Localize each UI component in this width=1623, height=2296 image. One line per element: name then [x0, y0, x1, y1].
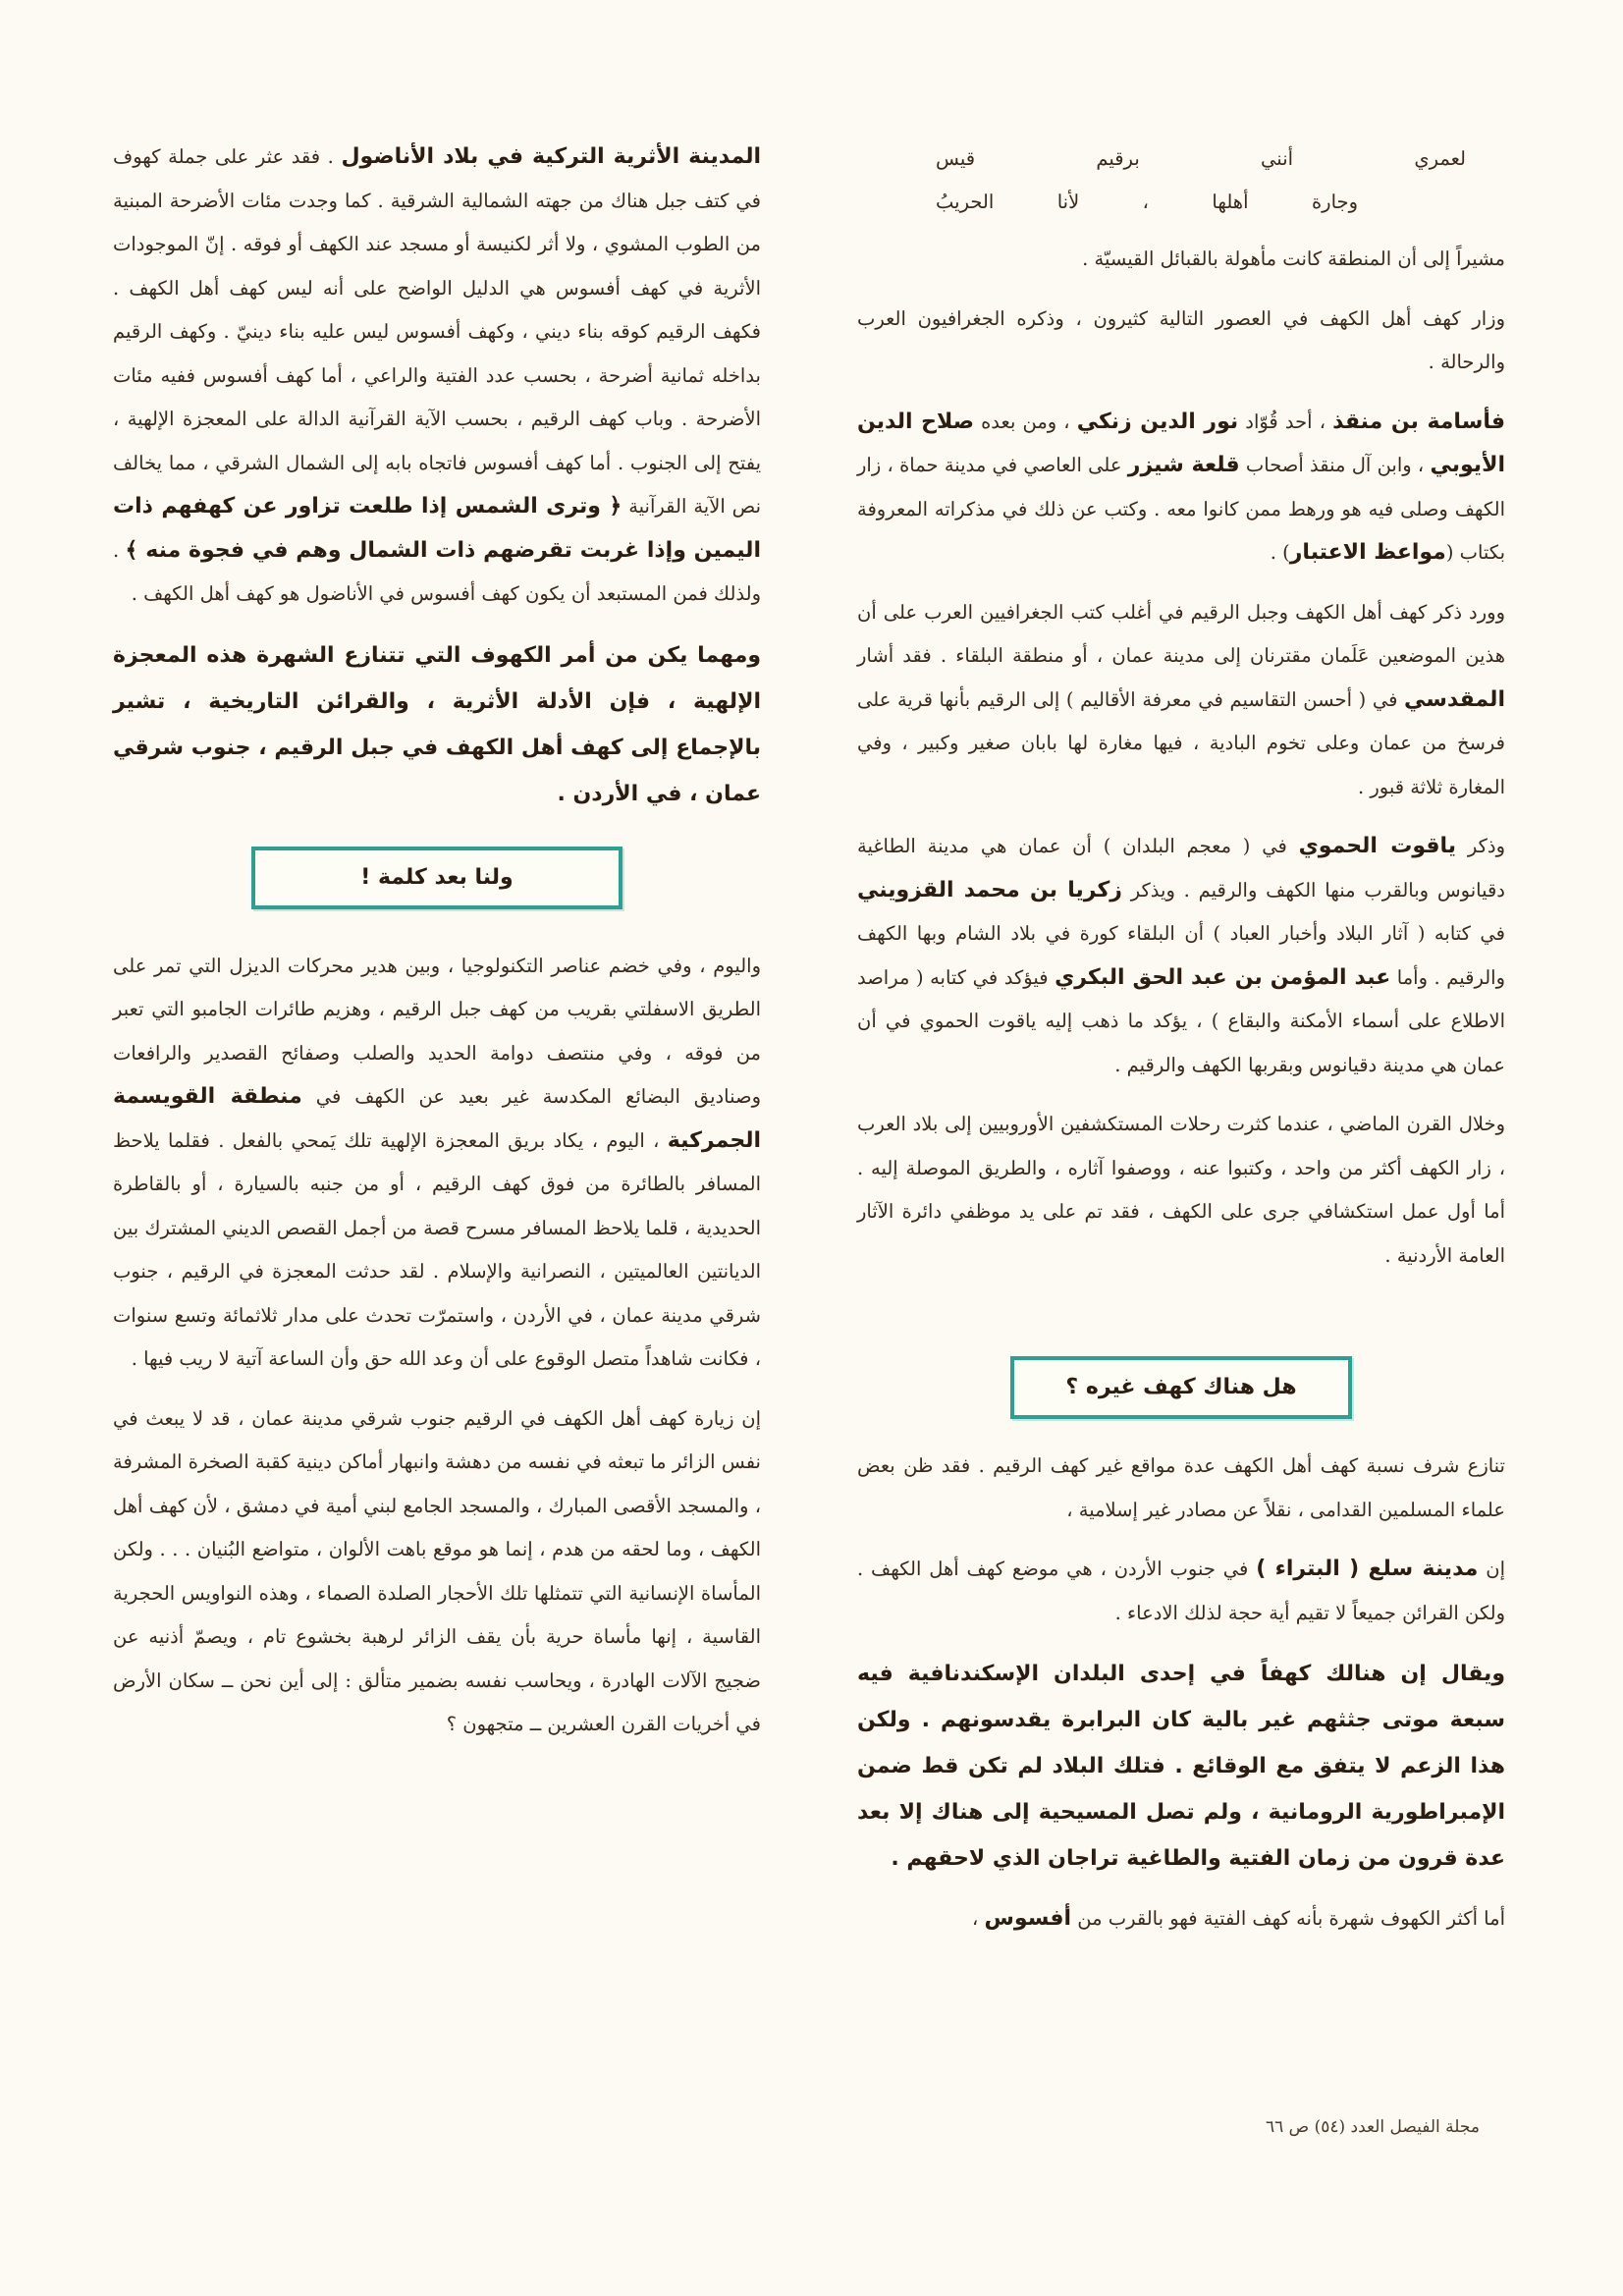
- paragraph: أما أكثر الكهوف شهرة بأنه كهف الفتية فهو بالقرب من أفسوس ،: [972, 1906, 1505, 1931]
- bold-paragraph: ويقال إن هنالك كهفاً في إحدى البلدان الإسكندنافية فيه سبعة موتى جثثهم غير بالية كان البرابرة يقدسونهم . ولكن هذا الزعم لا يتفق مع الوقائع . فتلك البلاد لم تكن قط ضمن الإمبراطورية الرومانية ، ولم تصل المسيحية إلى هناك إلا بعد عدة قرون من زمان الفتية والطاغية تراجان الذي لاحقهم .: [857, 1662, 1505, 1871]
- highlight-name: المدينة الأثرية التركية في بلاد الأناضول: [341, 144, 761, 169]
- section-heading-box: ولنا بعد كلمة !: [251, 847, 622, 909]
- highlight-name: فأسامة بن منقذ: [1332, 409, 1505, 434]
- highlight-name: أفسوس: [984, 1906, 1072, 1931]
- poem-line-1: لعمري أنني برقيم قيس: [936, 147, 1466, 170]
- highlight-name: نور الدين زنكي: [1076, 409, 1239, 434]
- poem-verse: [857, 137, 1505, 224]
- paragraph: وورد ذكر كهف أهل الكهف وجبل الرقيم في أغلب كتب الجغرافيين العرب على أن هذين الموضعين عَلَمان مقترنان إلى مدينة عمان ، أو منطقة البلقاء . فقد أشار المقدسي في ( أحسن التقاسيم في معرفة الأقاليم ) إلى الرقيم بأنها قرية على فرسخ من عمان وعلى تخوم البادية ، فيها مغارة لها بابان صغير وكبير ، وفي المغارة ثلاثة قبور .: [857, 600, 1505, 798]
- highlight-name: قلعة شيزر: [1127, 453, 1240, 477]
- quran-verse: ﴿ وترى الشمس إذا طلعت تزاور عن كهفهم ذات اليمين وإذا غربت تقرضهم ذات الشمال وهم في فجوة منه ﴾: [113, 494, 761, 563]
- highlight-name: صلاح الدين الأيوبي: [857, 409, 1505, 477]
- highlight-name: ياقوت الحموي: [1298, 834, 1457, 858]
- right-column: [857, 137, 1505, 1957]
- section-heading-box: هل هناك كهف غيره ؟: [1010, 1356, 1352, 1419]
- highlight-name: المقدسي: [1404, 686, 1505, 712]
- paragraph: وزار كهف أهل الكهف في العصور التالية كثيرون ، وذكره الجغرافيون العرب والرحالة .: [857, 306, 1505, 373]
- bold-paragraph: ومهما يكن من أمر الكهوف التي تتنازع الشهرة هذه المعجزة الإلهية ، فإن الأدلة الأثرية ، والقرائن التاريخية ، تشير بالإجماع إلى كهف أهل الكهف في جبل الرقيم ، جنوب شرقي عمان ، في الأردن .: [113, 642, 761, 806]
- highlight-name: عبد المؤمن بن عبد الحق البكري: [1055, 964, 1391, 990]
- highlight-name: مدينة سلع ( البتراء ): [1256, 1557, 1479, 1581]
- paragraph: إن مدينة سلع ( البتراء ) في جنوب الأردن ، هي موضع كهف أهل الكهف . ولكن القرائن جميعاً لا تقيم أية حجة لذلك الادعاء .: [857, 1557, 1506, 1624]
- paragraph: مشيراً إلى أن المنطقة كانت مأهولة بالقبائل القيسيّة .: [1082, 247, 1505, 270]
- left-column: [113, 136, 761, 1763]
- highlight-name: مواعظ الاعتبار: [1289, 540, 1446, 565]
- paragraph: وخلال القرن الماضي ، عندما كثرت رحلات المستكشفين الأوروبيين إلى بلاد العرب ، زار الكهف أكثر من واحد ، وكتبوا عنه ، ووصفوا آثاره ، والطريق الموصلة إليه . أما أول عمل استكشافي جرى على الكهف ، فقد تم على يد موظفي دائرة الآثار العامة الأردنية .: [857, 1113, 1505, 1267]
- paragraph: تنازع شرف نسبة كهف أهل الكهف عدة مواقع غير كهف الرقيم . فقد ظن بعض علماء المسلمين القدامى ، نقلاً عن مصادر غير إسلامية ،: [857, 1454, 1505, 1521]
- paragraph: إن زيارة كهف أهل الكهف في الرقيم جنوب شرقي مدينة عمان ، قد لا يبعث في نفس الزائر ما تبعثه في نفسه من دهشة وانبهار أماكن دينية كقبة الصخرة المشرفة ، والمسجد الأقصى المبارك ، والمسجد الجامع لبني أمية في دمشق ، لأن كهف أهل الكهف ، وما لحقه من هدم ، إنما هو موقع باهت الألوان ، متواضع البُنيان . . . ولكن المأساة الإنسانية التي تتمثلها تلك الأحجار الصلدة الصماء ، وهذه النواويس الحجرية القاسية ، إنها مأساة حرية بأن يقف الزائر لرهبة بخشوع تام ، ويصمّ أذنيه عن ضجيج الآلات الهادرة ، ويحاسب نفسه بضمير متألق : إلى أين نحن ــ سكان الأرض في أخريات القرن العشرين ــ متجهون ؟: [113, 1406, 761, 1735]
- paragraph: المدينة الأثرية التركية في بلاد الأناضول . فقد عثر على جملة كهوف في كتف جبل هناك من جهته الشمالية الشرقية . كما وجدت مئات الأضرحة المبنية من الطوب المشوي ، ولا أثر لكنيسة أو مسجد عند الكهف أو فوقه . إنّ الموجودات الأثرية في كهف أفسوس هي الدليل الواضح على أنه ليس كهف أهل الكهف . فكهف الرقيم كوقه بناء ديني ، وكهف أفسوس ليس عليه بناء دينيّ . وكهف الرقيم بداخله ثمانية أضرحة ، بحسب عدد الفتية والراعي ، أما كهف أفسوس ففيه مئات الأضرحة . وباب كهف الرقيم ، بحسب الآية القرآنية الدالة على المعجزة الإلهية ، يفتح إلى الجنوب . أما كهف أفسوس فاتجاه بابه إلى الشمال الشرقي ، مما يخالف نص الآية القرآنية ﴿ وترى الشمس إذا طلعت تزاور عن كهفهم ذات اليمين وإذا غربت تقرضهم ذات الشمال وهم في فجوة منه ﴾ . ولذلك فمن المستبعد أن يكون كهف أفسوس في الأناضول هو كهف أهل الكهف .: [113, 144, 762, 605]
- page-footer: مجلة الفيصل العدد (٥٤) ص ٦٦: [1265, 2117, 1480, 2137]
- paragraph: فأسامة بن منقذ ، أحد قُوّاد نور الدين زنكي ، ومن بعده صلاح الدين الأيوبي ، وابن آل منقذ أصحاب قلعة شيزر على العاصي في مدينة حماة ، زار الكهف وصلى فيه هو ورهط ممن كانوا معه . وكتب عن ذلك في مذكراته المعروفة بكتاب (مواعظ الاعتبار) .: [857, 409, 1505, 565]
- paragraph: وذكر ياقوت الحموي في ( معجم البلدان ) أن عمان هي مدينة الطاغية دقيانوس وبالقرب منها الكهف والرقيم . ويذكر زكريا بن محمد القزويني في كتابه ( آثار البلاد وأخبار العباد ) أن البلقاء كورة في بلاد الشام وبها الكهف والرقيم . وأما عبد المؤمن بن عبد الحق البكري فيؤكد في كتابه ( مراصد الاطلاع على أسماء الأمكنة والبقاع ) ، يؤكد ما ذهب إليه ياقوت الحموي في أن عمان هي مدينة دقيانوس وبقربها الكهف والرقيم .: [857, 834, 1506, 1076]
- highlight-name: منطقة القويسمة الجمركية: [113, 1084, 761, 1153]
- paragraph: واليوم ، وفي خضم عناصر التكنولوجيا ، وبين هدير محركات الديزل التي تمر على الطريق الاسفلتي بقريب من كهف جبل الرقيم ، وهزيم طائرات الجامبو التي تعبر من فوقه ، وفي منتصف دوامة الحديد والصلب وصفائح القصدير والرافعات وصناديق البضائع المكدسة غير بعيد عن الكهف في منطقة القويسمة الجمركية ، اليوم ، يكاد بريق المعجزة الإلهية تلك يَمحي بالفعل . فقلما يلاحظ المسافر بالطائرة من فوق كهف الرقيم ، أو من جنبه بالسيارة ، أو بالقاطرة الحديدية ، قلما يلاحظ المسافر مسرح قصة من أجمل القصص الديني المشترك بين الديانتين العالميتين ، النصرانية والإسلام . لقد حدثت المعجزة في الرقيم ، جنوب شرقي مدينة عمان ، في الأردن ، واستمرّت تحدث على مدار ثلاثمائة وتسع سنوات ، فكانت شاهداً متصل الوقوع على أن وعد الله حق وأن الساعة آتية لا ريب فيها .: [113, 954, 761, 1370]
- poem-line-2: وجارة أهلها ، لأنا الحريبُ: [936, 191, 1358, 213]
- highlight-name: زكريا بن محمد القزويني: [857, 877, 1122, 902]
